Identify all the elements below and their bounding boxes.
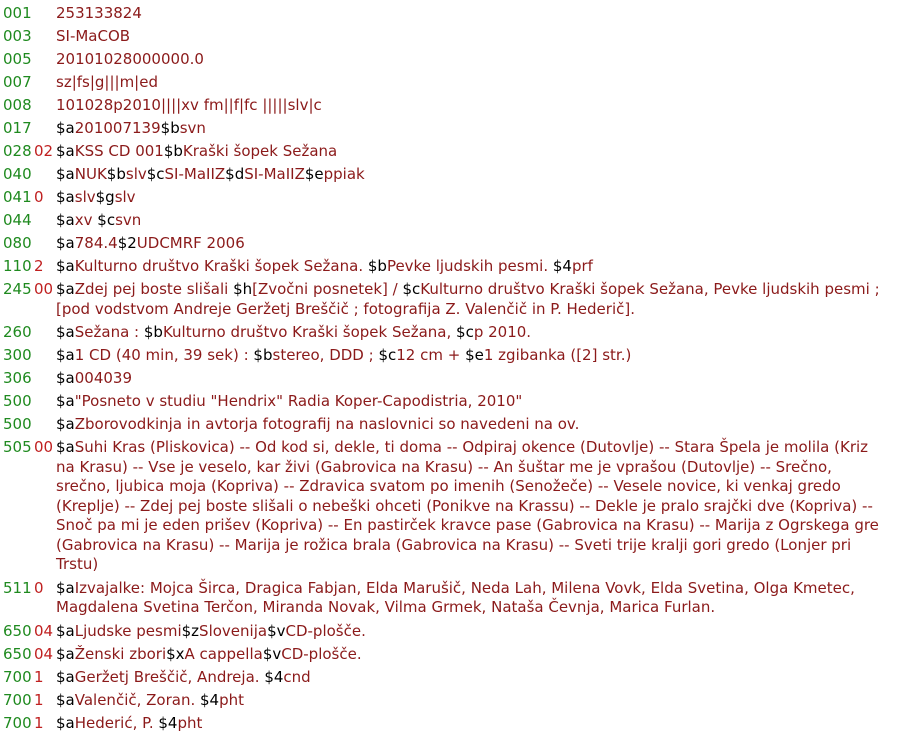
field-content <box>56 712 900 735</box>
subfield-value: 20101028000000.0 <box>56 50 204 68</box>
subfield-code: $a <box>56 392 75 410</box>
field-306 <box>0 367 900 390</box>
field-tag: 028 <box>3 142 32 160</box>
field-content <box>56 278 900 321</box>
field-300 <box>0 344 900 367</box>
subfield-value: xv <box>74 211 98 229</box>
subfield-value: pht <box>219 690 245 709</box>
field-700 <box>0 712 900 735</box>
field-110 <box>0 255 900 278</box>
subfield-code: $a <box>56 142 75 160</box>
subfield-code: $4 <box>264 667 284 686</box>
subfield-value: 201007139 <box>74 119 161 137</box>
subfield-code: $d <box>225 165 245 183</box>
subfield-code: $2 <box>117 234 137 252</box>
field-content <box>56 344 900 367</box>
field-content <box>56 367 900 390</box>
subfield-code: $a <box>56 415 75 433</box>
subfield-value: Kulturno društvo Kraški šopek Sežana, Pevke ljudskih pesmi ; [pod vodstvom Andreje Geržetj Breščič ; fotografija Z. Valenčič in P. Hederič]. <box>56 280 880 318</box>
field-001 <box>0 2 900 25</box>
field-indicators: 04 <box>34 644 54 663</box>
subfield-code: $c <box>456 323 474 341</box>
subfield-value: A cappella <box>184 644 263 663</box>
subfield-value: "Posneto v studiu "Hendrix" Radia Koper-Capodistria, 2010" <box>74 392 523 410</box>
field-650 <box>0 620 900 643</box>
field-tag: 650 <box>3 621 32 640</box>
field-content <box>56 140 900 163</box>
subfield-value: 784.4 <box>74 234 118 252</box>
subfield-value: 253133824 <box>56 4 142 22</box>
subfield-value: svn <box>179 119 206 137</box>
field-content <box>56 94 900 117</box>
field-content <box>56 577 900 620</box>
subfield-code: $e <box>304 165 324 183</box>
subfield-code: $a <box>56 690 75 709</box>
subfield-code: $a <box>56 644 75 663</box>
subfield-value: slv <box>125 165 147 183</box>
subfield-value: p 2010. <box>473 323 532 341</box>
subfield-value: 1 zgibanka ([2] str.) <box>483 346 632 364</box>
field-005 <box>0 48 900 71</box>
field-tag: 245 <box>3 280 32 298</box>
subfield-code: $a <box>56 165 75 183</box>
subfield-code: $a <box>56 713 75 732</box>
subfield-code: $a <box>56 188 75 206</box>
field-tag: 500 <box>3 392 32 410</box>
subfield-code: $b <box>143 323 163 341</box>
field-245 <box>0 278 900 321</box>
field-content <box>56 255 900 278</box>
subfield-value: SI-MaIIZ <box>164 165 226 183</box>
field-indicators: 04 <box>34 621 54 640</box>
subfield-code: $a <box>56 578 75 597</box>
field-content <box>56 71 900 94</box>
subfield-code: $a <box>56 119 75 137</box>
field-017 <box>0 117 900 140</box>
subfield-value: UDCMRF 2006 <box>136 234 245 252</box>
subfield-value: stereo, DDD ; <box>272 346 379 364</box>
field-500 <box>0 413 900 436</box>
subfield-value: KSS CD 001 <box>74 142 164 160</box>
field-003 <box>0 25 900 48</box>
subfield-value: 004039 <box>74 369 133 387</box>
field-500 <box>0 390 900 413</box>
subfield-value: svn <box>115 211 142 229</box>
subfield-value: 12 cm + <box>396 346 466 364</box>
subfield-value: sz|fs|g|||m|ed <box>56 73 158 91</box>
subfield-code: $c <box>402 280 421 298</box>
subfield-value: Ženski zbori <box>74 644 167 663</box>
subfield-code: $e <box>465 346 484 364</box>
field-028 <box>0 140 900 163</box>
field-indicators: 0 <box>34 188 44 206</box>
field-tag: 003 <box>3 27 32 45</box>
subfield-code: $h <box>233 280 253 298</box>
field-040 <box>0 163 900 186</box>
field-content <box>56 390 900 413</box>
field-content <box>56 25 900 48</box>
field-700 <box>0 689 900 712</box>
field-tag: 505 <box>3 438 32 456</box>
subfield-value: ppiak <box>323 165 365 183</box>
subfield-value: Kraški šopek Sežana <box>182 142 338 160</box>
field-indicators: 00 <box>34 280 54 298</box>
field-indicators: 1 <box>34 690 44 709</box>
subfield-value: Zdej pej boste slišali <box>74 280 234 298</box>
subfield-code: $4 <box>158 713 178 732</box>
field-511 <box>0 577 900 620</box>
subfield-code: $v <box>262 644 282 663</box>
field-tag: 001 <box>3 4 32 22</box>
field-tag: 110 <box>3 257 32 275</box>
subfield-code: $a <box>56 667 75 686</box>
field-content <box>56 413 900 436</box>
field-indicators: 02 <box>34 142 54 160</box>
subfield-value: Geržetj Breščič, Andreja. <box>74 667 265 686</box>
field-tag: 700 <box>3 667 32 686</box>
field-tag: 005 <box>3 50 32 68</box>
subfield-code: $4 <box>552 257 572 275</box>
subfield-code: $a <box>56 280 75 298</box>
field-tag: 500 <box>3 415 32 433</box>
field-tag: 041 <box>3 188 32 206</box>
subfield-code: $b <box>160 119 180 137</box>
subfield-value: NUK <box>74 165 107 183</box>
subfield-code: $b <box>253 346 273 364</box>
field-tag: 040 <box>3 165 32 183</box>
field-content <box>56 209 900 232</box>
field-tag: 260 <box>3 323 32 341</box>
field-content <box>56 117 900 140</box>
subfield-code: $a <box>56 346 75 364</box>
subfield-code: $4 <box>200 690 220 709</box>
field-content <box>56 436 900 577</box>
subfield-value: Sežana : <box>74 323 144 341</box>
subfield-value: Hederić, P. <box>74 713 159 732</box>
field-tag: 300 <box>3 346 32 364</box>
subfield-value: Kulturno društvo Kraški šopek Sežana, <box>162 323 457 341</box>
subfield-code: $c <box>378 346 397 364</box>
subfield-value: SI-MaCOB <box>56 27 131 45</box>
field-content <box>56 48 900 71</box>
subfield-value: Slovenija <box>199 621 268 640</box>
subfield-code: $a <box>56 323 75 341</box>
field-indicators: 2 <box>34 257 44 275</box>
subfield-value: Ljudske pesmi <box>74 621 182 640</box>
subfield-code: $a <box>56 211 75 229</box>
subfield-code: $b <box>106 165 126 183</box>
field-indicators: 0 <box>34 578 44 597</box>
subfield-value: Suhi Kras (Pliskovica) -- Od kod si, dekle, ti doma -- Odpiraj okence (Dutovlje) -- Stara Špela je molila (Kriz na Krasu) -- Vse je veselo, kar živi (Gabrovica na Krasu) -- An šuštar me je vprašou (Dutovlje) -- Srečno, srečno, ljubica moja (Kopriva) -- Zdravica svatom po imenih (Senožeče) -- Vesele novice, ki venkaj gredo (Kreplje) -- Zdej pej boste slišali o nebeški ohceti (Ponikve na Krassu) -- Dekle je pralo srajčki dve (Kopriva) -- Snoč pa mi je eden prišev (Kopriva) -- En pastirček kravce pase (Gabrovica na Krasu) -- Marija z Ogrskega gre (Gabrovica na Krasu) -- Marija je rožica brala (Gabrovica na Krasu) -- Sveti trije kralji gori gredo (Lonjer pri Trstu) <box>56 438 879 573</box>
field-044 <box>0 209 900 232</box>
subfield-value: Izvajalke: Mojca Širca, Dragica Fabjan, Elda Marušič, Neda Lah, Milena Vovk, Elda Svetina, Olga Kmetec, Magdalena Svetina Terčon, Miranda Novak, Vilma Grmek, Nataša Čevnja, Marica Furlan. <box>56 578 855 616</box>
subfield-value: SI-MaIIZ <box>244 165 305 183</box>
field-content <box>56 643 900 666</box>
subfield-value: CD-plošče. <box>285 621 366 640</box>
field-008 <box>0 94 900 117</box>
subfield-code: $z <box>181 621 200 640</box>
field-content <box>56 321 900 344</box>
field-tag: 700 <box>3 713 32 732</box>
subfield-code: $a <box>56 257 75 275</box>
field-tag: 700 <box>3 690 32 709</box>
field-content <box>56 163 900 186</box>
field-content <box>56 2 900 25</box>
field-tag: 008 <box>3 96 32 114</box>
subfield-value: 101028p2010||||xv fm||f|fc |||||slv|c <box>56 96 322 114</box>
subfield-value: Zborovodkinja in avtorja fotografij na naslovnici so navedeni na ov. <box>74 415 580 433</box>
field-080 <box>0 232 900 255</box>
field-tag: 007 <box>3 73 32 91</box>
subfield-value: Kulturno društvo Kraški šopek Sežana. <box>74 257 368 275</box>
subfield-value: cnd <box>283 667 311 686</box>
subfield-value: [Zvočni posnetek] / <box>252 280 403 298</box>
field-content <box>56 186 900 209</box>
subfield-code: $c <box>146 165 165 183</box>
subfield-code: $v <box>267 621 286 640</box>
subfield-code: $a <box>56 621 75 640</box>
field-content <box>56 689 900 712</box>
field-tag: 306 <box>3 369 32 387</box>
subfield-value: slv <box>74 188 96 206</box>
field-700 <box>0 666 900 689</box>
field-650 <box>0 643 900 666</box>
field-tag: 044 <box>3 211 32 229</box>
field-007 <box>0 71 900 94</box>
field-content <box>56 666 900 689</box>
field-505 <box>0 436 900 577</box>
subfield-value: 1 CD (40 min, 39 sek) : <box>74 346 254 364</box>
field-content <box>56 232 900 255</box>
subfield-value: slv <box>114 188 136 206</box>
subfield-code: $c <box>97 211 116 229</box>
subfield-code: $a <box>56 369 75 387</box>
subfield-code: $g <box>95 188 115 206</box>
field-tag: 650 <box>3 644 32 663</box>
subfield-code: $a <box>56 234 75 252</box>
field-indicators: 00 <box>34 438 54 456</box>
field-indicators: 1 <box>34 713 44 732</box>
subfield-value: pht <box>177 713 203 732</box>
field-indicators: 1 <box>34 667 44 686</box>
subfield-code: $b <box>163 142 183 160</box>
field-tag: 017 <box>3 119 32 137</box>
field-content <box>56 620 900 643</box>
field-260 <box>0 321 900 344</box>
subfield-code: $b <box>367 257 387 275</box>
subfield-value: CD-plošče. <box>281 644 362 663</box>
subfield-code: $x <box>166 644 185 663</box>
subfield-value: Pevke ljudskih pesmi. <box>386 257 553 275</box>
field-tag: 511 <box>3 578 32 597</box>
field-tag: 080 <box>3 234 32 252</box>
subfield-value: Valenčič, Zoran. <box>74 690 200 709</box>
subfield-code: $a <box>56 438 75 456</box>
subfield-value: prf <box>571 257 593 275</box>
field-041 <box>0 186 900 209</box>
